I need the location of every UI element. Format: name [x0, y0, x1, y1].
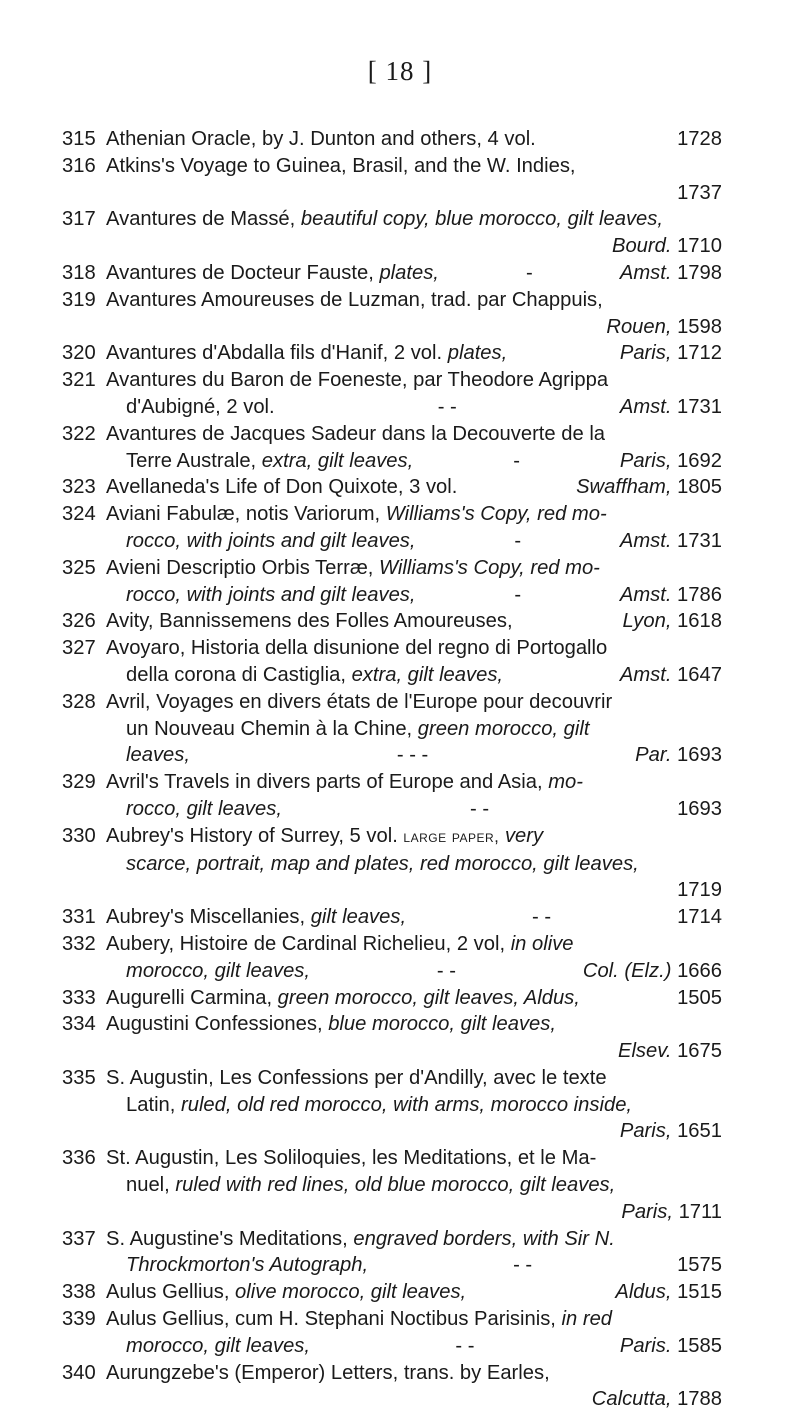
- entry-year: 1505: [677, 986, 722, 1009]
- entry-title-text: Avity, Bannissemens des Folles Amoureuses,: [106, 610, 513, 633]
- entry-description: [106, 608, 513, 635]
- entry-place: Col. (Elz.): [582, 959, 672, 982]
- leader-dashes: - -: [455, 1334, 475, 1357]
- entry-description: [106, 1279, 466, 1306]
- entry-line: [106, 958, 722, 985]
- entry-line: [106, 1279, 722, 1306]
- entry-title-text: S. Augustine's Meditations,: [106, 1227, 354, 1250]
- entry-title-text: Avantures du Baron de Foeneste, par Theodore Agrippa: [106, 369, 609, 392]
- entry-place: Rouen,: [606, 315, 672, 338]
- leader-dashes: - -: [469, 797, 490, 820]
- entry-title-text: Aubrey's History of Surrey, 5 vol.: [106, 824, 404, 847]
- entry-number: 321: [62, 369, 96, 392]
- entry-description: [126, 742, 190, 769]
- entry-line: [106, 153, 722, 180]
- leader-dashes: - -: [513, 1254, 533, 1277]
- entry-line: [106, 1252, 722, 1279]
- entry-number: 337: [62, 1227, 96, 1250]
- entry-line: [106, 904, 722, 931]
- entry-number: 320: [62, 342, 96, 365]
- entry-line: [106, 1011, 722, 1038]
- entry-imprint: [620, 448, 722, 475]
- entry-binding-note: in olive: [510, 932, 574, 955]
- catalogue-entry: [62, 689, 722, 769]
- entry-number: 319: [62, 288, 96, 311]
- entry-title-text: Avieni Descriptio Orbis Terræ,: [106, 556, 379, 579]
- entry-line: [106, 1092, 722, 1119]
- leader-dashes: - - -: [396, 744, 429, 767]
- entry-line: [106, 716, 722, 743]
- entry-place: Lyon,: [622, 610, 672, 633]
- entry-year: 1647: [671, 663, 722, 686]
- entry-year: 1731: [671, 529, 722, 552]
- entry-line: [106, 742, 722, 769]
- catalogue-entry: [62, 635, 722, 689]
- catalogue-entry: [62, 1065, 722, 1145]
- entry-number: 323: [62, 476, 96, 499]
- leader-dashes: - -: [436, 959, 456, 982]
- entry-year: 1728: [677, 128, 722, 150]
- entry-number: 317: [62, 208, 96, 231]
- catalogue-entry: [62, 823, 722, 904]
- entry-imprint: [677, 985, 722, 1012]
- entry-description: [126, 448, 413, 475]
- catalogue-entry: [62, 421, 722, 475]
- entry-line: [106, 1333, 722, 1360]
- catalogue-entry: [62, 287, 722, 341]
- entry-large-paper: large paper,: [403, 826, 500, 846]
- entry-number: 340: [62, 1361, 96, 1384]
- entry-imprint: [620, 582, 722, 609]
- entry-number: 327: [62, 637, 96, 660]
- entry-line: [106, 1145, 722, 1172]
- entry-title-text: Augustini Confessiones,: [106, 1013, 329, 1036]
- leader-dashes: - -: [437, 395, 457, 418]
- entry-binding-note: scarce, portrait, map and plates, red morocco, gilt leaves,: [126, 852, 639, 875]
- leader-dashes: -: [526, 261, 533, 284]
- entry-binding-note: Williams's Copy, red mo-: [385, 503, 607, 526]
- catalogue-entry: [62, 153, 722, 207]
- entry-imprint: [620, 260, 722, 287]
- entry-line: [106, 1118, 722, 1145]
- entry-line: [106, 608, 722, 635]
- entry-year: 1719: [677, 879, 722, 902]
- entry-year: 1666: [671, 959, 722, 982]
- entry-line: [106, 662, 722, 689]
- entry-binding-note: rocco, with joints and gilt leaves,: [126, 529, 416, 552]
- entry-title-text: Aubery, Histoire de Cardinal Richelieu, 2 vol,: [106, 932, 511, 955]
- entry-imprint: [620, 528, 722, 555]
- leader-dashes: -: [513, 449, 520, 472]
- entry-binding-note: Williams's Copy, red mo-: [379, 556, 600, 579]
- entry-year: 1786: [671, 583, 722, 606]
- entry-number: 318: [62, 261, 96, 284]
- catalogue-entry: [62, 555, 722, 609]
- entry-line: [106, 421, 722, 448]
- entry-place: Paris,: [619, 1120, 672, 1143]
- entry-year: 1714: [677, 906, 722, 929]
- entry-line: [106, 823, 722, 851]
- entry-number: 324: [62, 503, 96, 526]
- entry-number: 338: [62, 1281, 96, 1304]
- entry-line: [106, 260, 722, 287]
- entry-title-text: Avantures de Jacques Sadeur dans la Decouverte de la: [106, 422, 606, 445]
- entry-title-text: Avantures de Massé,: [106, 208, 301, 231]
- entry-title-text: Aubrey's Miscellanies,: [106, 906, 311, 929]
- entry-imprint: [622, 608, 722, 635]
- entry-binding-note: green morocco, gilt leaves, Aldus,: [277, 986, 580, 1009]
- entry-year: 1515: [671, 1281, 722, 1304]
- entry-line: [106, 1065, 722, 1092]
- entry-year: 1798: [671, 261, 722, 284]
- catalogue-entry: [62, 769, 722, 823]
- entry-year: 1692: [671, 449, 722, 472]
- entry-year: 1711: [672, 1200, 722, 1223]
- entry-description: [126, 582, 416, 609]
- catalogue-entry: [62, 1360, 722, 1413]
- entry-line: [106, 1038, 722, 1065]
- entry-imprint: [583, 958, 722, 985]
- catalogue-entry: [62, 501, 722, 555]
- catalogue-entry: [62, 904, 722, 931]
- entry-binding-note: morocco, gilt leaves,: [126, 959, 311, 982]
- entry-imprint: [620, 662, 722, 689]
- entry-year: 1788: [671, 1388, 722, 1411]
- entry-line: [106, 287, 722, 314]
- entry-title-text: Latin,: [126, 1093, 181, 1116]
- entry-binding-note: extra, gilt leaves,: [261, 449, 414, 472]
- entry-binding-note: engraved borders, with Sir N.: [353, 1227, 615, 1250]
- entry-number: 332: [62, 932, 96, 955]
- entry-binding-note: mo-: [548, 771, 583, 794]
- entry-binding-note: gilt leaves,: [310, 906, 407, 929]
- entry-binding-note: ruled, old red morocco, with arms, morocco inside,: [181, 1093, 633, 1116]
- catalogue-entry: [62, 206, 722, 260]
- entry-imprint: [615, 1279, 722, 1306]
- entry-place: Amst.: [619, 583, 672, 606]
- entry-title-text: Athenian Oracle, by J. Dunton and others, 4 vol.: [106, 128, 536, 150]
- entry-description: [126, 796, 282, 823]
- catalogue-entry: [62, 608, 722, 635]
- entry-title-text: d'Aubigné, 2 vol.: [126, 395, 275, 418]
- entry-line: [106, 1306, 722, 1333]
- entry-year: 1737: [677, 181, 722, 204]
- entry-description: [106, 340, 507, 367]
- catalogue-entry: [62, 1145, 722, 1225]
- entry-description: [106, 985, 580, 1012]
- entry-title-text: Terre Australe,: [126, 449, 262, 472]
- entry-imprint: [620, 1333, 722, 1360]
- entry-binding-note: leaves,: [126, 744, 190, 767]
- entry-line: [106, 340, 722, 367]
- entry-number: 330: [62, 824, 96, 847]
- entry-line: [106, 448, 722, 475]
- entry-number: 331: [62, 906, 96, 929]
- entry-imprint: [620, 340, 722, 367]
- entry-number: 325: [62, 556, 96, 579]
- entry-line: [106, 314, 722, 341]
- entry-place: Paris,: [621, 1200, 673, 1223]
- entry-place: Elsev.: [617, 1040, 672, 1063]
- leader-dashes: - -: [532, 906, 552, 929]
- entry-place: Paris,: [619, 342, 672, 365]
- entry-place: Swaffham,: [576, 476, 672, 499]
- entry-imprint: [677, 126, 722, 153]
- entry-line: [106, 528, 722, 555]
- entry-title-text: Aviani Fabulæ, notis Variorum,: [106, 503, 386, 526]
- entry-imprint: [677, 1252, 722, 1279]
- entry-binding-note: rocco, gilt leaves,: [126, 797, 282, 820]
- entry-description: [126, 662, 503, 689]
- entry-place: Amst.: [619, 261, 672, 284]
- entry-line: [106, 206, 722, 233]
- entry-binding-note: olive morocco, gilt leaves,: [235, 1281, 467, 1304]
- entry-title-text: St. Augustin, Les Soliloquies, les Meditations, et le Ma-: [106, 1147, 597, 1170]
- entry-imprint: [677, 904, 722, 931]
- leader-dashes: -: [514, 583, 522, 606]
- entry-line: [106, 126, 722, 153]
- entry-place: Amst.: [619, 395, 672, 418]
- catalogue-entry: [62, 126, 722, 153]
- entry-number: 328: [62, 690, 96, 713]
- entry-line: [106, 689, 722, 716]
- entry-year: 1805: [671, 476, 722, 499]
- entry-title-text: Augurelli Carmina,: [106, 986, 278, 1009]
- entry-place: Amst.: [619, 663, 672, 686]
- entry-binding-note: ruled with red lines, old blue morocco, gilt leaves,: [175, 1174, 616, 1197]
- leader-dashes: -: [514, 529, 522, 552]
- entry-line: [106, 501, 722, 528]
- entry-year: 1675: [671, 1040, 722, 1063]
- catalogue-entries: [62, 126, 722, 1413]
- entry-line: [106, 367, 722, 394]
- entry-binding-note: blue morocco, gilt leaves,: [328, 1013, 556, 1036]
- entry-imprint: [576, 474, 722, 501]
- entry-title-text: Avellaneda's Life of Don Quixote, 3 vol.: [106, 476, 458, 499]
- entry-place: Calcutta,: [591, 1388, 672, 1411]
- entry-place: Bourd.: [611, 235, 672, 258]
- entry-imprint: [677, 796, 722, 823]
- entry-description: [106, 904, 406, 931]
- entry-number: 334: [62, 1013, 96, 1036]
- entry-line: [106, 1386, 722, 1413]
- entry-description: [106, 260, 439, 287]
- entry-number: 322: [62, 422, 96, 445]
- entry-year: 1693: [671, 744, 722, 767]
- entry-binding-note: rocco, with joints and gilt leaves,: [126, 583, 416, 606]
- catalogue-entry: [62, 1279, 722, 1306]
- entry-year: 1598: [671, 315, 722, 338]
- entry-place: Paris,: [619, 449, 672, 472]
- entry-number: 335: [62, 1066, 96, 1089]
- entry-number: 333: [62, 986, 96, 1009]
- entry-binding-note: plates,: [379, 261, 439, 284]
- entry-year: 1618: [671, 610, 722, 633]
- entry-line: [106, 1199, 722, 1226]
- catalogue-entry: [62, 1306, 722, 1360]
- entry-number: 329: [62, 771, 96, 794]
- entry-line: [106, 233, 722, 260]
- entry-line: [106, 582, 722, 609]
- catalogue-entry: [62, 1226, 722, 1280]
- entry-line: [106, 931, 722, 958]
- entry-binding-note: plates,: [447, 342, 508, 365]
- entry-title-text: Avantures Amoureuses de Luzman, trad. par Chappuis,: [106, 288, 603, 311]
- entry-title-text: nuel,: [126, 1174, 176, 1197]
- entry-title-text: Aurungzebe's (Emperor) Letters, trans. by Earles,: [106, 1361, 550, 1384]
- entry-place: Paris.: [619, 1334, 672, 1357]
- entry-binding-note: morocco, gilt leaves,: [126, 1334, 311, 1357]
- page-number: [ 18 ]: [367, 56, 433, 86]
- entry-line: [106, 985, 722, 1012]
- entry-binding-note: in red: [561, 1308, 613, 1331]
- entry-title-text: Avril's Travels in divers parts of Europe and Asia,: [106, 771, 549, 794]
- entry-title-text: S. Augustin, Les Confessions per d'Andilly, avec le texte: [106, 1066, 607, 1089]
- entry-description: [126, 528, 416, 555]
- entry-description: [126, 1252, 368, 1279]
- entry-binding-note: extra, gilt leaves,: [351, 663, 504, 686]
- entry-binding-note: green morocco, gilt: [417, 717, 590, 740]
- entry-year: 1693: [677, 797, 722, 820]
- entry-line: [106, 1226, 722, 1253]
- entry-number: 315: [62, 128, 96, 150]
- entry-title-text: Avantures de Docteur Fauste,: [106, 261, 380, 284]
- entry-line: [106, 796, 722, 823]
- entry-title-text: Avril, Voyages en divers états de l'Europe pour decouvrir: [106, 690, 613, 713]
- entry-line: [106, 1172, 722, 1199]
- entry-binding-note: Throckmorton's Autograph,: [126, 1254, 369, 1277]
- entry-number: 336: [62, 1147, 96, 1170]
- entry-title-text: un Nouveau Chemin à la Chine,: [126, 717, 418, 740]
- entry-year: 1731: [671, 395, 722, 418]
- entry-title-text: Atkins's Voyage to Guinea, Brasil, and the W. Indies,: [106, 154, 576, 177]
- catalogue-entry: [62, 367, 722, 421]
- entry-title-text: Avoyaro, Historia della disunione del regno di Portogallo: [106, 637, 608, 660]
- entry-year: 1712: [671, 342, 722, 365]
- entry-line: [106, 555, 722, 582]
- entry-description: [106, 126, 536, 153]
- entry-place: Aldus,: [615, 1281, 672, 1304]
- catalogue-entry: [62, 1011, 722, 1065]
- entry-title-text: Avantures d'Abdalla fils d'Hanif, 2 vol.: [106, 342, 448, 365]
- catalogue-entry: [62, 474, 722, 501]
- entry-title-text: Aulus Gellius,: [106, 1281, 236, 1304]
- entry-description: [126, 958, 310, 985]
- entry-binding-note: beautiful copy, blue morocco, gilt leaves,: [300, 208, 663, 231]
- entry-line: [106, 769, 722, 796]
- entry-imprint: [635, 742, 722, 769]
- catalogue-entry: [62, 340, 722, 367]
- entry-description: [126, 394, 275, 421]
- entry-number: 326: [62, 610, 96, 633]
- catalogue-entry: [62, 260, 722, 287]
- entry-line: [106, 877, 722, 904]
- entry-year: 1575: [677, 1254, 722, 1277]
- entry-description: [126, 1333, 310, 1360]
- entry-year: 1651: [671, 1120, 722, 1143]
- entry-line: [106, 180, 722, 207]
- entry-place: Amst.: [619, 529, 672, 552]
- catalogue-entry: [62, 931, 722, 985]
- entry-imprint: [620, 394, 722, 421]
- entry-line: [106, 394, 722, 421]
- entry-year: 1585: [671, 1334, 722, 1357]
- entry-binding-note: very: [499, 824, 544, 847]
- entry-line: [106, 851, 722, 878]
- entry-title-text: Aulus Gellius, cum H. Stephani Noctibus Parisinis,: [106, 1308, 562, 1331]
- entry-year: 1710: [671, 235, 722, 258]
- entry-line: [106, 635, 722, 662]
- entry-place: Par.: [635, 744, 672, 767]
- catalogue-entry: [62, 985, 722, 1012]
- entry-number: 316: [62, 154, 96, 177]
- entry-line: [106, 1360, 722, 1387]
- entry-line: [106, 474, 722, 501]
- entry-title-text: della corona di Castiglia,: [126, 663, 352, 686]
- entry-number: 339: [62, 1308, 96, 1331]
- entry-description: [106, 474, 457, 501]
